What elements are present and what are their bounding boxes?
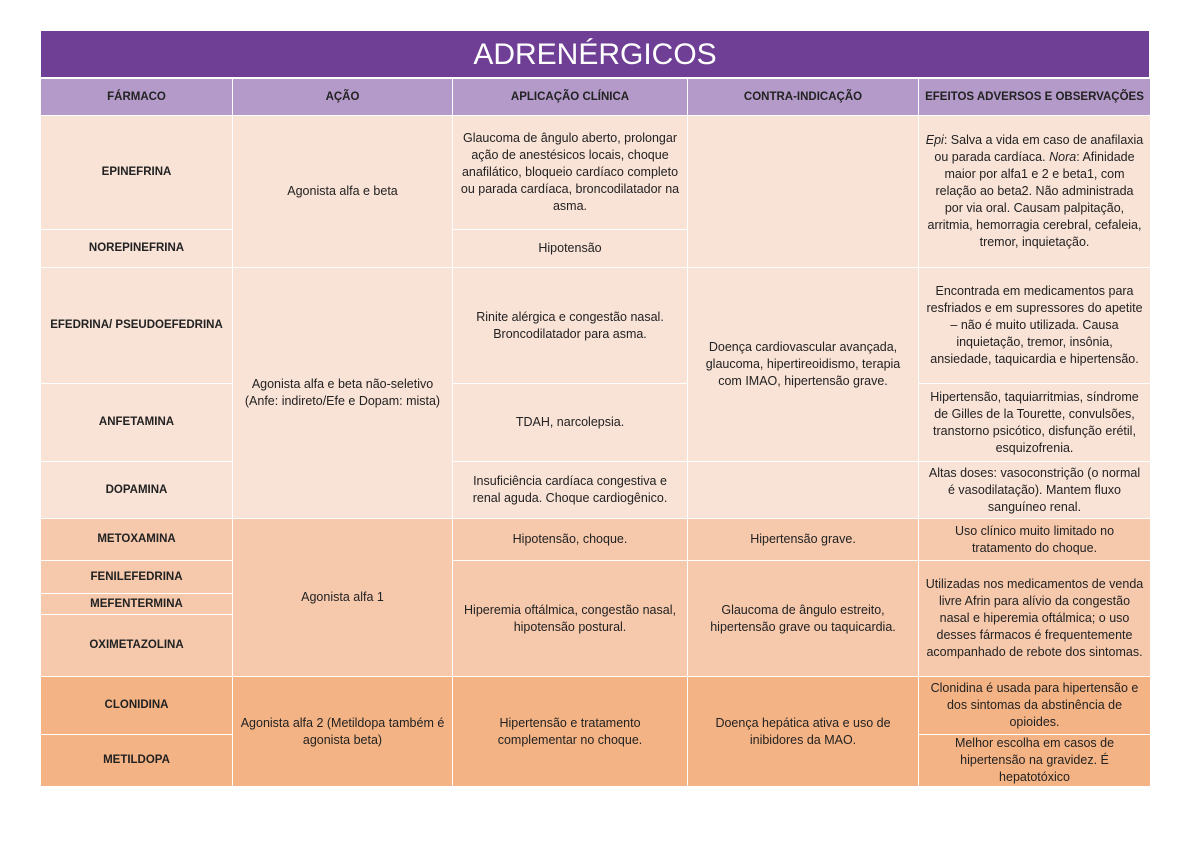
table-row [41, 561, 1151, 594]
nora-label: Nora [1049, 150, 1077, 164]
drug-anfetamina: ANFETAMINA [41, 384, 233, 462]
contra-group1-empty [688, 116, 919, 268]
aplicacao-dopamina: Insuficiência cardíaca congestiva e renal aguda. Choque cardiogênico. [453, 462, 688, 519]
acao-group4: Agonista alfa 2 (Metildopa também é agonista beta) [233, 677, 453, 787]
acao-group2: Agonista alfa e beta não-seletivo (Anfe: indireto/Efe e Dopam: mista) [233, 268, 453, 519]
drug-norepinefrina: NOREPINEFRINA [41, 230, 233, 268]
contra-group2: Doença cardiovascular avançada, glaucoma, hipertireoidismo, terapia com IMAO, hipertensão grave. [688, 268, 919, 462]
efeitos-group1 [919, 116, 1151, 268]
table-row [41, 519, 1151, 561]
header-contra: CONTRA-INDICAÇÃO [688, 79, 919, 116]
aplicacao-group3: Hiperemia oftálmica, congestão nasal, hipotensão postural. [453, 561, 688, 677]
drug-metoxamina: METOXAMINA [41, 519, 233, 561]
efeitos-dopamina: Altas doses: vasoconstrição (o normal é vasodilatação). Mantem fluxo sanguíneo renal. [919, 462, 1151, 519]
contra-metoxamina: Hipertensão grave. [688, 519, 919, 561]
header-acao: AÇÃO [233, 79, 453, 116]
table-row [41, 462, 1151, 519]
efeitos-anfetamina: Hipertensão, taquiarritmias, síndrome de Gilles de la Tourette, convulsões, transtorno psicótico, disfunção erétil, esquizofrenia. [919, 384, 1151, 462]
aplicacao-norepinefrina: Hipotensão [453, 230, 688, 268]
drug-fenilefedrina: FENILEFEDRINA [41, 561, 233, 594]
drug-epinefrina: EPINEFRINA [41, 116, 233, 230]
header-farmaco: FÁRMACO [41, 79, 233, 116]
drug-table [40, 78, 1151, 787]
drug-efedrina: EFEDRINA/ PSEUDOEFEDRINA [41, 268, 233, 384]
contra-dopamina-empty [688, 462, 919, 519]
header-row [41, 79, 1151, 116]
efeitos-efedrina: Encontrada em medicamentos para resfriados e em supressores do apetite – não é muito utilizada. Causa inquietação, tremor, insônia, ansiedade, taquicardia e hipertensão. [919, 268, 1151, 384]
acao-group3: Agonista alfa 1 [233, 519, 453, 677]
drug-metildopa: METILDOPA [41, 735, 233, 787]
aplicacao-efedrina: Rinite alérgica e congestão nasal. Broncodilatador para asma. [453, 268, 688, 384]
header-aplicacao: APLICAÇÃO CLÍNICA [453, 79, 688, 116]
aplicacao-anfetamina: TDAH, narcolepsia. [453, 384, 688, 462]
nora-text: : Afinidade maior por alfa1 e 2 e beta1, com relação ao beta2. Não administrada por via oral. Causam palpitação, arritmia, hemorragia cerebral, cefaleia, tremor, inquietação. [927, 150, 1142, 249]
efeitos-metildopa: Melhor escolha em casos de hipertensão na gravidez. É hepatotóxico [919, 735, 1151, 787]
drug-oximetazolina: OXIMETAZOLINA [41, 615, 233, 677]
epi-label: Epi [925, 133, 944, 147]
aplicacao-epinefrina: Glaucoma de ângulo aberto, prolongar ação de anestésicos locais, choque anafilático, bloqueio cardíaco completo ou parada cardíaca, broncodilatador na asma. [453, 116, 688, 230]
header-efeitos: EFEITOS ADVERSOS E OBSERVAÇÕES [919, 79, 1151, 116]
drug-clonidina: CLONIDINA [41, 677, 233, 735]
aplicacao-metoxamina: Hipotensão, choque. [453, 519, 688, 561]
table-row [41, 384, 1151, 462]
drug-mefentermina: MEFENTERMINA [41, 594, 233, 615]
table-row [41, 677, 1151, 735]
drug-dopamina: DOPAMINA [41, 462, 233, 519]
efeitos-metoxamina: Uso clínico muito limitado no tratamento do choque. [919, 519, 1151, 561]
contra-group4: Doença hepática ativa e uso de inibidores da MAO. [688, 677, 919, 787]
efeitos-group3: Utilizadas nos medicamentos de venda livre Afrin para alívio da congestão nasal e hiperemia oftálmica; o uso desses fármacos é frequentemente acompanhado de rebote dos sintomas. [919, 561, 1151, 677]
aplicacao-group4: Hipertensão e tratamento complementar no choque. [453, 677, 688, 787]
table-row [41, 268, 1151, 384]
contra-group3: Glaucoma de ângulo estreito, hipertensão grave ou taquicardia. [688, 561, 919, 677]
table-title: ADRENÉRGICOS [40, 30, 1150, 78]
epi-text: : Salva a vida em caso de anafilaxia ou parada cardíaca. [934, 133, 1144, 164]
acao-group1: Agonista alfa e beta [233, 116, 453, 268]
adrenergicos-table [40, 30, 1150, 787]
efeitos-clonidina: Clonidina é usada para hipertensão e dos sintomas da abstinência de opioides. [919, 677, 1151, 735]
table-row [41, 116, 1151, 230]
